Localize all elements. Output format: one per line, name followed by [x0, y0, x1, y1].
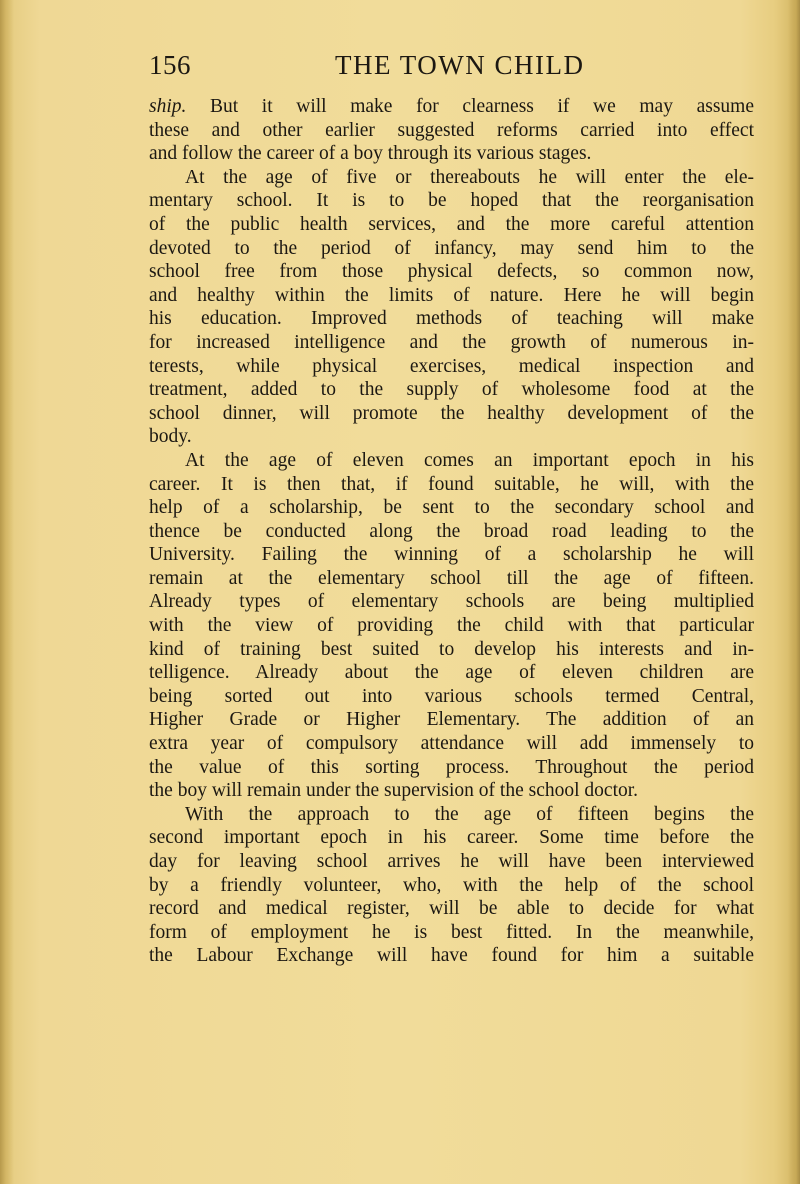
text-line: extra year of compulsory attendance will add immensely to: [149, 733, 754, 755]
text-line-rest: But it will make for clearness if we may assume: [186, 96, 754, 117]
running-head: [0, 50, 800, 90]
paragraph-first-line: At the age of eleven comes an important epoch in his: [185, 449, 754, 471]
text-line: University. Failing the winning of a scholarship he will: [149, 544, 754, 566]
running-title: THE TOWN CHILD: [335, 50, 585, 80]
text-line: the Labour Exchange will have found for him a suitable: [149, 945, 754, 967]
page-binding-shadow: [0, 0, 14, 1184]
text-line: form of employment he is best fitted. In the meanwhile,: [149, 921, 754, 943]
text-line: remain at the elementary school till the age of fifteen.: [149, 567, 754, 589]
text-line: these and other earlier suggested reforms carried into effect: [149, 119, 754, 141]
text-line: his education. Improved methods of teaching will make: [149, 308, 754, 330]
text-line: with the view of providing the child with that particular: [149, 615, 754, 637]
text-line: devoted to the period of infancy, may send him to the: [149, 237, 754, 259]
text-line: Higher Grade or Higher Elementary. The addition of an: [149, 709, 754, 731]
text-line: telligence. Already about the age of eleven children are: [149, 662, 754, 684]
text-line: by a friendly volunteer, who, with the help of the school: [149, 874, 754, 896]
paragraph-first-line: At the age of five or thereabouts he will enter the ele-: [185, 166, 754, 188]
text-line: mentary school. It is to be hoped that the reorganisation: [149, 190, 754, 212]
text-line: school dinner, will promote the healthy development of the: [149, 402, 754, 424]
text-line: kind of training best suited to develop his interests and in-: [149, 638, 754, 660]
text-line: for increased intelligence and the growth of numerous in-: [149, 331, 754, 353]
text-line: being sorted out into various schools termed Central,: [149, 685, 754, 707]
text-line: Already types of elementary schools are being multiplied: [149, 591, 754, 613]
text-line: the value of this sorting process. Throughout the period: [149, 756, 754, 778]
text-line: career. It is then that, if found suitable, he will, with the: [149, 473, 754, 495]
continued-word: ship.: [149, 96, 187, 117]
page-edge-shadow: [788, 0, 800, 1184]
text-line: and follow the career of a boy through its various stages.: [149, 143, 592, 165]
text-line: school free from those physical defects, so common now,: [149, 261, 754, 283]
text-line: day for leaving school arrives he will have been interviewed: [149, 851, 754, 872]
page-number: 156: [149, 50, 191, 80]
body-text: [149, 95, 754, 968]
text-line: the boy will remain under the supervision of the school doctor.: [149, 780, 639, 802]
text-line: [149, 95, 754, 119]
text-line: treatment, added to the supply of wholesome food at the: [149, 379, 754, 401]
text-line: thence be conducted along the broad road leading to the: [149, 520, 754, 542]
text-line: record and medical register, will be able to decide for what: [149, 898, 754, 920]
text-line: body.: [149, 426, 192, 448]
text-line: second important epoch in his career. Some time before the: [149, 827, 754, 849]
paragraph-first-line: With the approach to the age of fifteen begins the: [185, 803, 754, 825]
text-line: terests, while physical exercises, medical inspection and: [149, 355, 754, 377]
text-line: of the public health services, and the more careful attention: [149, 213, 754, 235]
text-line: help of a scholarship, be sent to the secondary school and: [149, 497, 754, 519]
text-line: and healthy within the limits of nature. Here he will begin: [149, 284, 754, 306]
